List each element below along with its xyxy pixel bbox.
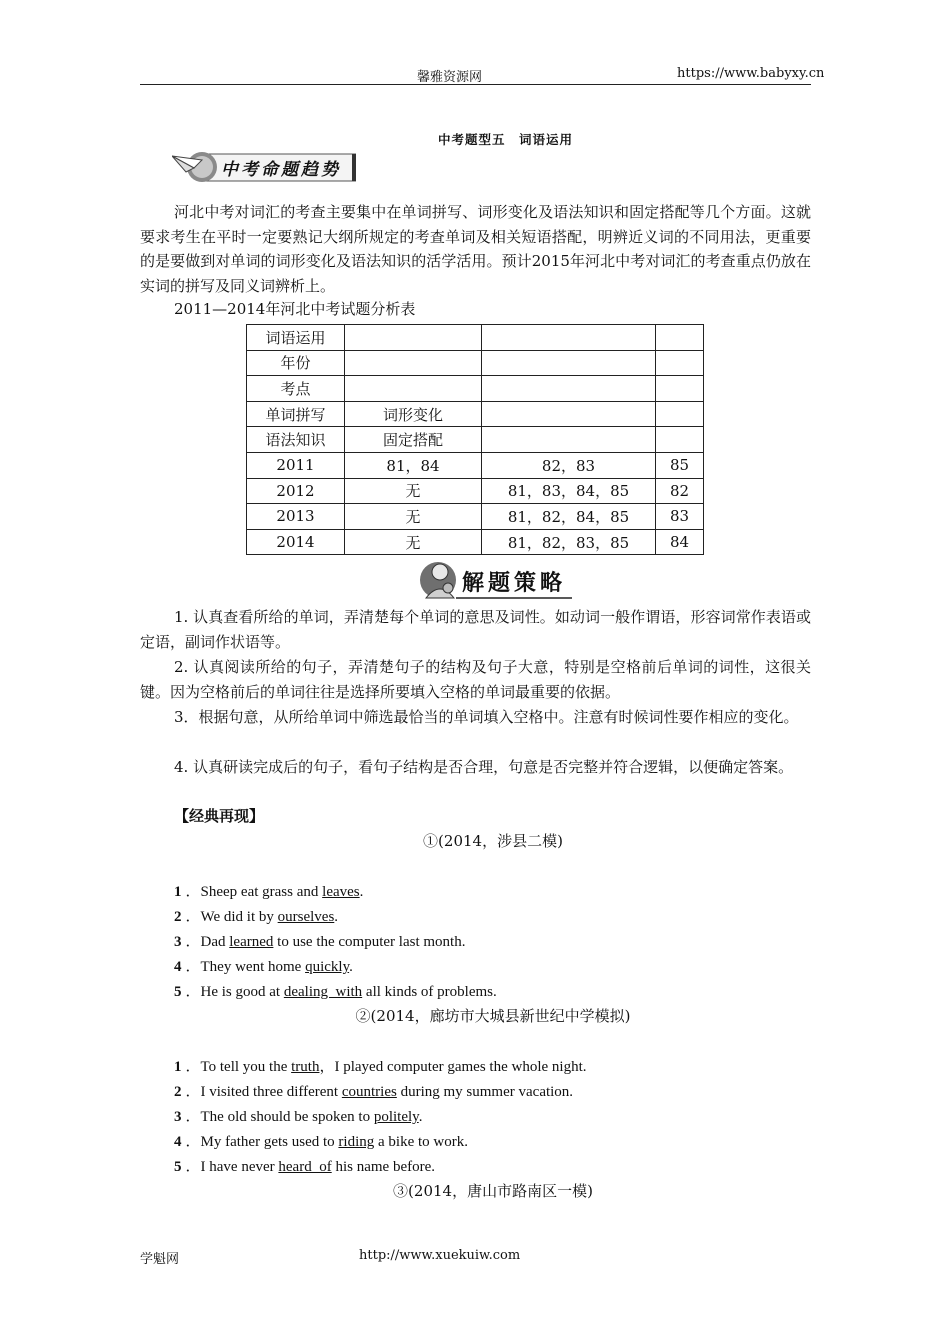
table-cell (345, 350, 482, 376)
exercise-item: 5 ．I have never heard of his name before. (174, 1159, 435, 1175)
item-number: 4 (174, 959, 182, 975)
item-text: My father gets used to (200, 1134, 339, 1150)
table-cell: 84 (656, 529, 704, 555)
table-cell: 语法知识 (247, 427, 345, 453)
table-row (247, 504, 704, 530)
item-text: I have never (200, 1159, 279, 1175)
strategy-4: 4. 认真研读完成后的句子，看句子结构是否合理，句意是否完整并符合逻辑，以便确定答案。 (174, 758, 794, 776)
item-text: They went home (200, 959, 306, 975)
item-text: a bike to work. (374, 1134, 468, 1150)
intro-paragraph: 河北中考对词汇的考查主要集中在单词拼写、词形变化及语法知识和固定搭配等几个方面。这就要求考生在平时一定要熟记大纲所规定的考查单词及相关短语搭配，明辨近义词的不同用法，更重要的是要做到对单词的词形变化及语法知识的活学活用。预计2015年河北中考对词汇的考查重点仍放在实词的拼写及同义词辨析上。 (140, 203, 811, 295)
exercise-item: 1 ．To tell you the truth，I played computer games the whole night. (174, 1059, 587, 1075)
strategy-banner-title: 解题策略 (462, 570, 567, 596)
footer-site-name: 学魁网 (140, 1252, 180, 1267)
strategy-1: 1. 认真查看所给的单词，弄清楚每个单词的意思及词性。如动词一般作谓语，形容词常作表语或定语，副词作状语等。 (140, 608, 811, 651)
table-cell: 81，83，84，85 (482, 478, 656, 504)
item-text: . (418, 1109, 423, 1125)
table-cell: 2014 (247, 529, 345, 555)
table-cell (656, 427, 704, 453)
table-cell (482, 401, 656, 427)
item-text: all kinds of problems. (362, 984, 497, 1000)
table-cell: 无 (345, 529, 482, 555)
source-label-1: ①(2014，涉县二模) (423, 832, 563, 850)
table-row (247, 529, 704, 555)
answer-blank: dealing with (283, 984, 363, 1000)
table-cell (345, 376, 482, 402)
table-caption: 2011—2014年河北中考试题分析表 (174, 300, 416, 318)
table-cell (656, 401, 704, 427)
analysis-table (246, 324, 704, 555)
item-text: Sheep eat grass and (200, 884, 323, 900)
answer-blank: riding (338, 1134, 375, 1150)
classic-heading: 【经典再现】 (174, 807, 265, 825)
answer-blank: heard of (278, 1159, 332, 1175)
table-cell: 83 (656, 504, 704, 530)
answer-blank: leaves (322, 884, 360, 900)
answer-blank: ourselves (277, 909, 335, 925)
item-text: I visited three different (200, 1084, 342, 1100)
item-text: to use the computer last month. (273, 934, 466, 950)
item-text: The old should be spoken to (200, 1109, 374, 1125)
item-text: . (334, 909, 339, 925)
trend-banner-title: 中考命题趋势 (221, 160, 341, 180)
source-label-3: ③(2014，唐山市路南区一模) (393, 1182, 593, 1200)
table-row (247, 452, 704, 478)
exercise-item: 1 ．Sheep eat grass and leaves. (174, 884, 364, 900)
table-row (247, 350, 704, 376)
strategy-3: 3．根据句意，从所给单词中筛选最恰当的单词填入空格中。注意有时候词性要作相应的变化。 (174, 708, 799, 726)
exercise-item: 2 ．We did it by ourselves. (174, 909, 339, 925)
table-cell: 81，84 (345, 452, 482, 478)
header-site-name: 馨雅资源网 (417, 70, 483, 85)
item-number: 5 (174, 984, 182, 1000)
table-cell: 无 (345, 504, 482, 530)
section-title: 中考题型五 词语运用 (437, 132, 573, 147)
table-cell: 无 (345, 478, 482, 504)
table-cell: 词形变化 (345, 401, 482, 427)
strategy-2: 2. 认真阅读所给的句子，弄清楚句子的结构及句子大意，特别是空格前后单词的词性，这很关键。因为空格前后的单词往往是选择所要填入空格的单词最重要的依据。 (140, 658, 811, 701)
item-text: To tell you the (200, 1059, 292, 1075)
item-text: . (359, 884, 364, 900)
table-cell: 词语运用 (247, 325, 345, 351)
table-cell: 82，83 (482, 452, 656, 478)
table-cell (656, 350, 704, 376)
table-row (247, 376, 704, 402)
table-cell: 2013 (247, 504, 345, 530)
item-text: . (349, 959, 353, 975)
answer-blank: learned (229, 934, 274, 950)
table-cell: 81，82，84，85 (482, 504, 656, 530)
exercise-item: 5 ．He is good at dealing with all kinds of problems. (174, 984, 497, 1000)
item-text: his name before. (331, 1159, 435, 1175)
table-row (247, 478, 704, 504)
item-number: 2 (174, 1084, 182, 1100)
table-cell (482, 427, 656, 453)
item-number: 3 (174, 1109, 182, 1125)
item-text: during my summer vacation. (396, 1084, 574, 1100)
item-number: 4 (174, 1134, 182, 1150)
item-number: 1 (174, 1059, 182, 1075)
table-cell: 2012 (247, 478, 345, 504)
table-cell: 82 (656, 478, 704, 504)
table-cell (345, 325, 482, 351)
table-cell (482, 376, 656, 402)
table-cell (656, 325, 704, 351)
table-cell (482, 350, 656, 376)
table-cell: 2011 (247, 452, 345, 478)
table-cell: 81，82，83，85 (482, 529, 656, 555)
table-row (247, 401, 704, 427)
table-row (247, 325, 704, 351)
exercise-item: 3 ．The old should be spoken to politely. (174, 1109, 423, 1125)
item-text: He is good at (200, 984, 284, 1000)
exercise-item: 4 ．They went home quickly. (174, 959, 353, 975)
exercise-item: 4 ．My father gets used to riding a bike to work. (174, 1134, 468, 1150)
table-cell (656, 376, 704, 402)
item-text: We did it by (200, 909, 278, 925)
item-number: 5 (174, 1159, 182, 1175)
table-cell: 年份 (247, 350, 345, 376)
footer-url[interactable]: http://www.xuekuiw.com (359, 1248, 521, 1263)
header-divider (140, 84, 811, 85)
answer-blank: truth (291, 1059, 320, 1075)
table-cell: 85 (656, 452, 704, 478)
header-url[interactable]: https://www.babyxy.cn (677, 66, 825, 81)
table-row (247, 427, 704, 453)
item-text: Dad (200, 934, 230, 950)
table-cell: 固定搭配 (345, 427, 482, 453)
table-cell: 单词拼写 (247, 401, 345, 427)
item-text: ，I played computer games the whole night. (319, 1059, 587, 1075)
item-number: 1 (174, 884, 182, 900)
table-cell (482, 325, 656, 351)
item-number: 2 (174, 909, 182, 925)
answer-blank: quickly (305, 959, 350, 975)
item-number: 3 (174, 934, 182, 950)
table-cell: 考点 (247, 376, 345, 402)
answer-blank: politely (373, 1109, 419, 1125)
exercise-item: 3 ．Dad learned to use the computer last month. (174, 934, 466, 950)
exercise-item: 2 ．I visited three different countries during my summer vacation. (174, 1084, 574, 1100)
source-label-2: ②(2014，廊坊市大城县新世纪中学模拟) (355, 1007, 631, 1025)
answer-blank: countries (341, 1084, 397, 1100)
